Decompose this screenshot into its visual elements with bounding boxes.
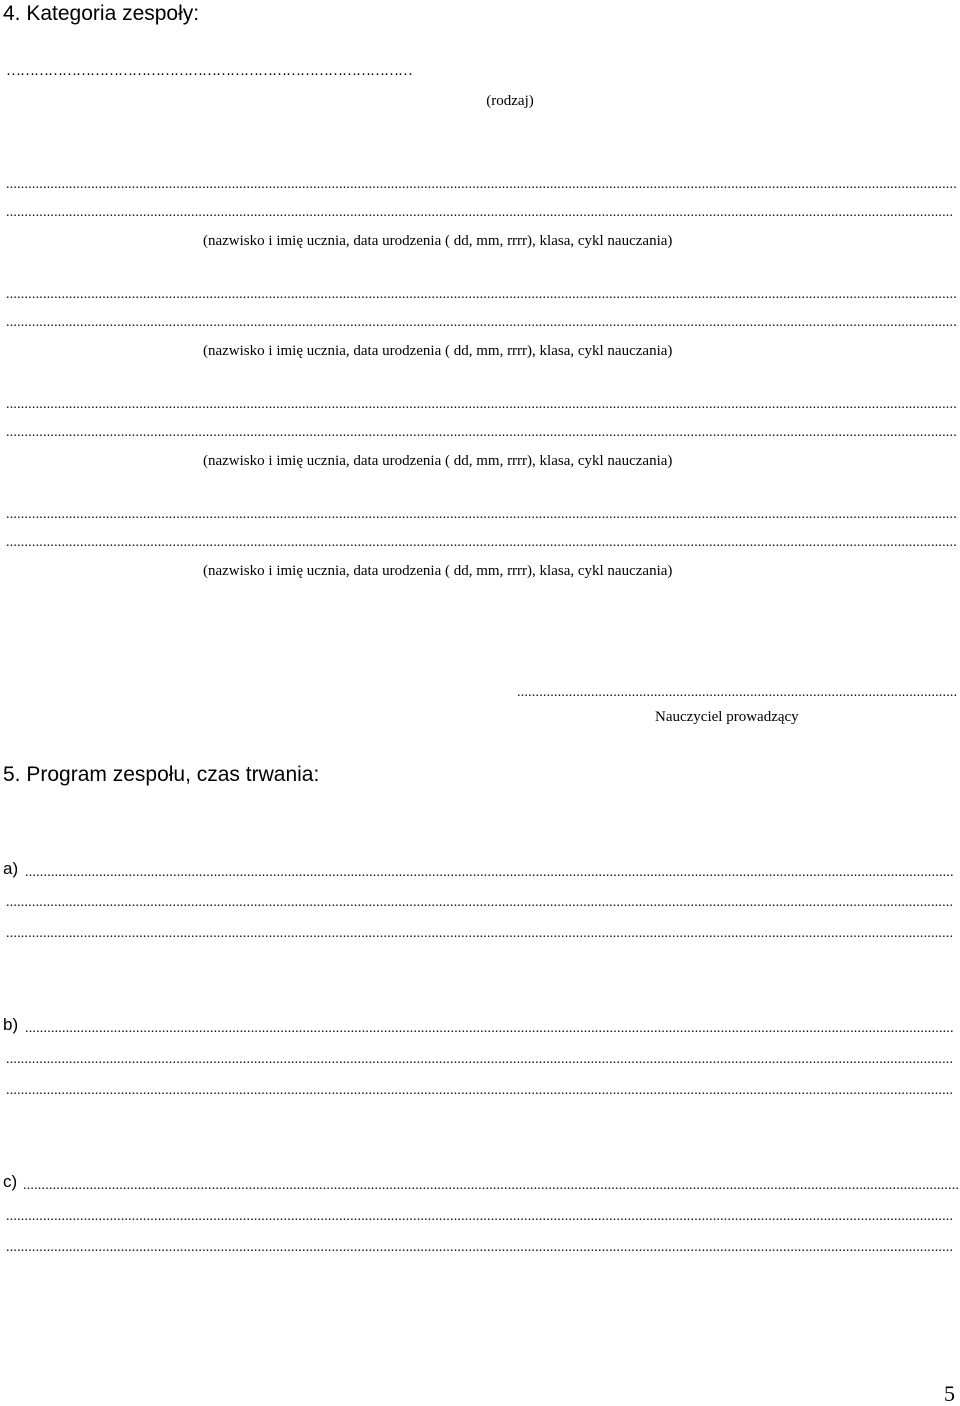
program-item-a-line-2[interactable] [6, 896, 953, 910]
member-1-line-1[interactable] [6, 178, 958, 192]
member-2-hint: (nazwisko i imię ucznia, data urodzenia ( dd, mm, rrrr), klasa, cykl nauczania) [203, 343, 673, 359]
member-2-line-2[interactable] [6, 316, 958, 330]
program-item-b-line-2[interactable] [6, 1053, 953, 1067]
type-dotted-line[interactable]: …………………………………………………………………………… [6, 63, 412, 79]
program-item-c-label: c) [3, 1173, 18, 1191]
section-4-heading: 4. Kategoria zespoły: [3, 2, 200, 25]
program-item-b-line-1[interactable] [25, 1022, 953, 1036]
member-4-line-2[interactable] [6, 536, 958, 550]
program-item-c-line-3[interactable] [6, 1241, 953, 1255]
member-2-line-1[interactable] [6, 288, 958, 302]
member-4-line-1[interactable] [6, 508, 958, 522]
type-hint: (rodzaj) [486, 93, 534, 109]
member-1-line-2[interactable] [6, 206, 952, 220]
member-1-hint: (nazwisko i imię ucznia, data urodzenia ( dd, mm, rrrr), klasa, cykl nauczania) [203, 233, 673, 249]
member-3-hint: (nazwisko i imię ucznia, data urodzenia ( dd, mm, rrrr), klasa, cykl nauczania) [203, 453, 673, 469]
teacher-signature-label: Nauczyciel prowadzący [655, 709, 799, 725]
program-item-c-line-1[interactable] [23, 1179, 958, 1193]
program-item-b-line-3[interactable] [6, 1084, 953, 1098]
member-4-hint: (nazwisko i imię ucznia, data urodzenia ( dd, mm, rrrr), klasa, cykl nauczania) [203, 563, 673, 579]
teacher-signature-line[interactable] [517, 686, 958, 700]
member-3-line-1[interactable] [6, 398, 958, 412]
section-5-heading: 5. Program zespołu, czas trwania: [3, 763, 320, 786]
program-item-a-label: a) [3, 860, 19, 878]
program-item-c-line-2[interactable] [6, 1210, 953, 1224]
program-item-b-label: b) [3, 1016, 19, 1034]
member-3-line-2[interactable] [6, 426, 958, 440]
program-item-a-line-3[interactable] [6, 927, 953, 941]
page-number: 5 [944, 1382, 955, 1406]
program-item-a-line-1[interactable] [25, 866, 953, 880]
